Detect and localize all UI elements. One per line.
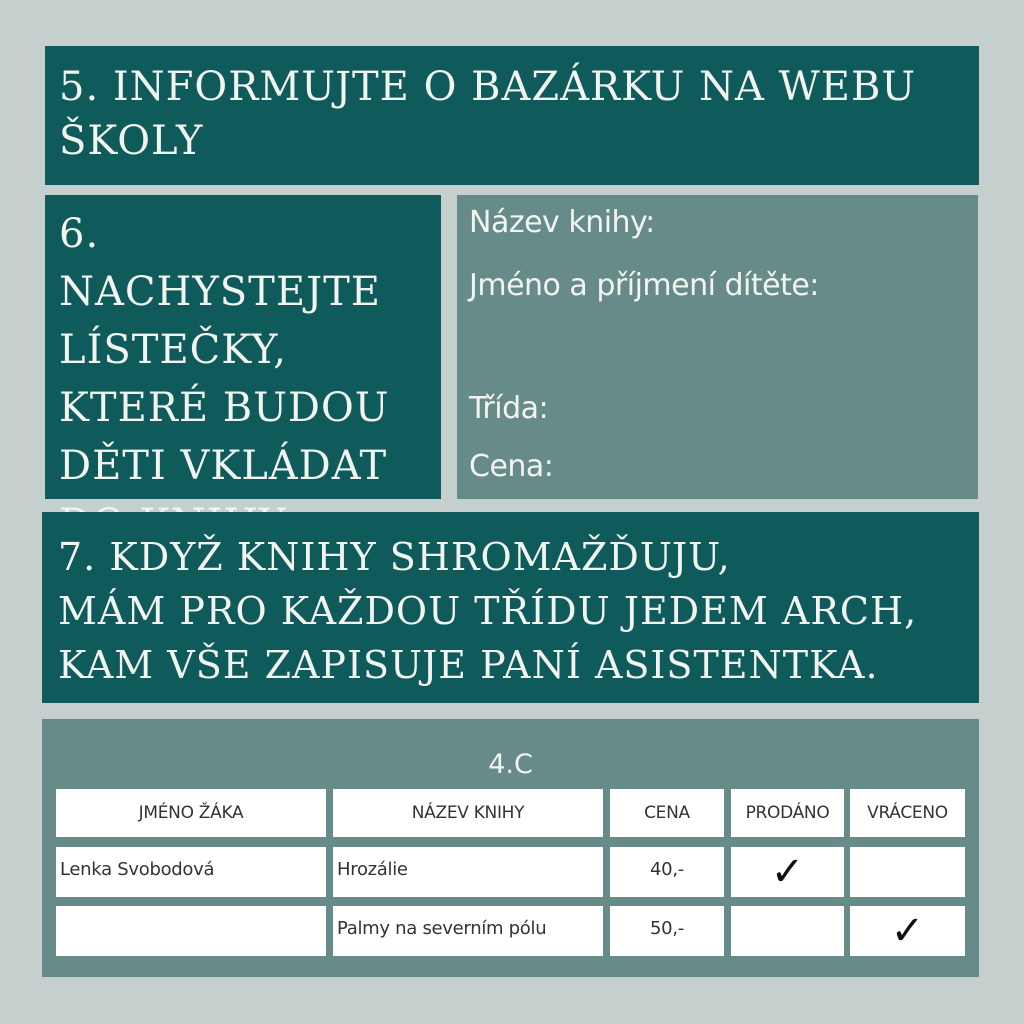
step-7-line-2: MÁM PRO KAŽDOU TŘÍDU JEDEM ARCH, — [58, 589, 918, 633]
header-price: CENA — [610, 789, 724, 837]
step-6-title: 6. NACHYSTEJTE LÍSTEČKY, KTERÉ BUDOU DĚTI VKLÁDAT — [59, 211, 390, 489]
slip-class-label: Třída: — [469, 391, 549, 426]
step-7-line-1: 7. KDYŽ KNIHY SHROMAŽĎUJU, — [58, 535, 731, 579]
row-2-student — [56, 906, 326, 956]
step-7-line-3: KAM VŠE ZAPISUJE PANÍ ASISTENTKA. — [58, 643, 879, 687]
row-1-price: 40,- — [610, 847, 724, 897]
row-1-sold-cell — [731, 847, 844, 897]
slip-book-title-label: Název knihy: — [469, 205, 655, 240]
slip-price-label: Cena: — [469, 449, 554, 484]
header-returned: VRÁCENO — [850, 789, 965, 837]
row-2-returned-cell — [850, 906, 965, 956]
step-5-panel — [45, 46, 979, 185]
step-6-panel — [45, 195, 441, 499]
header-sold: PRODÁNO — [731, 789, 844, 837]
row-1-returned-cell — [850, 847, 965, 897]
step-5-title: 5. INFORMUJTE O BAZÁRKU NA WEBU ŠKOLY — [59, 64, 917, 164]
row-2-sold-cell — [731, 906, 844, 956]
slip-child-name-label: Jméno a příjmení dítěte: — [469, 268, 819, 303]
row-1-book: Hrozálie — [333, 847, 603, 897]
row-1-sold-check-icon: ✓ — [770, 849, 805, 895]
step-7-panel — [42, 512, 979, 703]
row-1-student: Lenka Svobodová — [56, 847, 326, 897]
book-slip-sample — [457, 195, 978, 499]
row-2-price: 50,- — [610, 906, 724, 956]
row-2-book: Palmy na severním pólu — [333, 906, 603, 956]
header-student-name: JMÉNO ŽÁKA — [56, 789, 326, 837]
row-2-returned-check-icon: ✓ — [890, 908, 925, 954]
class-name: 4.C — [488, 749, 533, 780]
class-sheet — [42, 719, 979, 977]
header-book-title: NÁZEV KNIHY — [333, 789, 603, 837]
